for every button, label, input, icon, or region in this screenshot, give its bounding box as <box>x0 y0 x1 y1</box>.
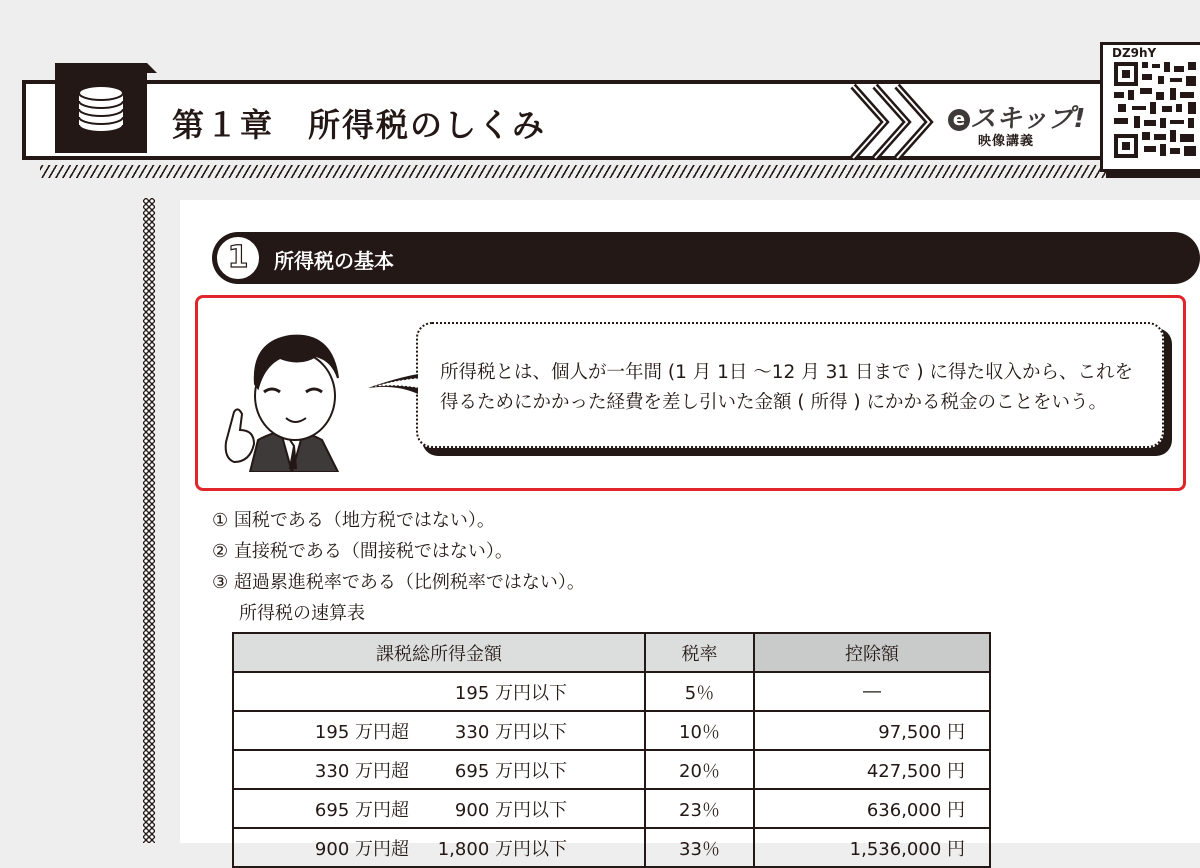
qr-code-icon[interactable] <box>1114 62 1200 158</box>
tax-rate: 20％ <box>645 750 754 789</box>
table-row <box>233 789 990 828</box>
tax-rate-table <box>232 632 991 868</box>
deduction: 1,536,000 円 <box>754 828 990 867</box>
chevron-arrows-decoration <box>845 82 945 162</box>
table-row <box>233 672 990 711</box>
deduction: 636,000 円 <box>754 789 990 828</box>
table-row <box>233 711 990 750</box>
definition-line-1: 所得税とは、個人が一年間 (1 月 1日 ～12 月 31 日まで ) に得た収入から、これを <box>440 362 1133 383</box>
chapter-icon-box <box>55 63 147 153</box>
table-caption: 所得税の速算表 <box>239 603 365 624</box>
page-side-border <box>143 198 155 843</box>
tax-rate: 10％ <box>645 711 754 750</box>
income-upper: 195 万円以下 <box>454 682 567 704</box>
income-lower: 195 万円超 <box>314 721 409 743</box>
income-upper: 330 万円以下 <box>454 721 567 743</box>
table-row <box>233 750 990 789</box>
coin-stack-icon <box>55 63 147 153</box>
feature-item-2: ② 直接税である（間接税ではない）。 <box>212 541 513 562</box>
tax-rate: 23％ <box>645 789 754 828</box>
qr-code-label: DZ9hY <box>1112 46 1157 60</box>
income-lower: 330 万円超 <box>314 760 409 782</box>
section-title: 所得税の基本 <box>274 249 394 273</box>
header-taxable-income: 課税総所得金額 <box>233 633 645 672</box>
table-row <box>233 828 990 867</box>
feature-item-1: ① 国税である（地方税ではない）。 <box>212 510 495 531</box>
income-lower: 900 万円超 <box>314 838 409 860</box>
income-upper: 1,800 万円以下 <box>437 838 567 860</box>
deduction: 427,500 円 <box>754 750 990 789</box>
skip-brand-logo: e スキップ! <box>948 98 1085 135</box>
e-logo-icon: e <box>948 109 970 131</box>
tax-rate: 33％ <box>645 828 754 867</box>
definition-line-2: 得るためにかかった経費を差し引いた金額 ( 所得 ) にかかる税金のことをいう。 <box>440 392 1107 413</box>
header-deduction: 控除額 <box>754 633 990 672</box>
header-hatch-stripe <box>40 165 1200 178</box>
income-lower: 695 万円超 <box>314 799 409 821</box>
definition-text <box>440 358 1155 418</box>
deduction: 97,500 円 <box>754 711 990 750</box>
header-tax-rate: 税率 <box>645 633 754 672</box>
video-lecture-label: 映像講義 <box>978 134 1035 149</box>
chapter-title: 第１章 所得税のしくみ <box>172 106 547 144</box>
table-header-row <box>233 633 990 672</box>
income-upper: 695 万円以下 <box>454 760 567 782</box>
income-upper: 900 万円以下 <box>454 799 567 821</box>
section-number: 1 <box>227 240 249 275</box>
deduction: ― <box>754 672 990 711</box>
speech-bubble-tail <box>366 372 420 402</box>
feature-item-3: ③ 超過累進税率である（比例税率ではない）。 <box>212 572 585 593</box>
tax-rate: 5％ <box>645 672 754 711</box>
teacher-character-illustration <box>220 322 355 472</box>
